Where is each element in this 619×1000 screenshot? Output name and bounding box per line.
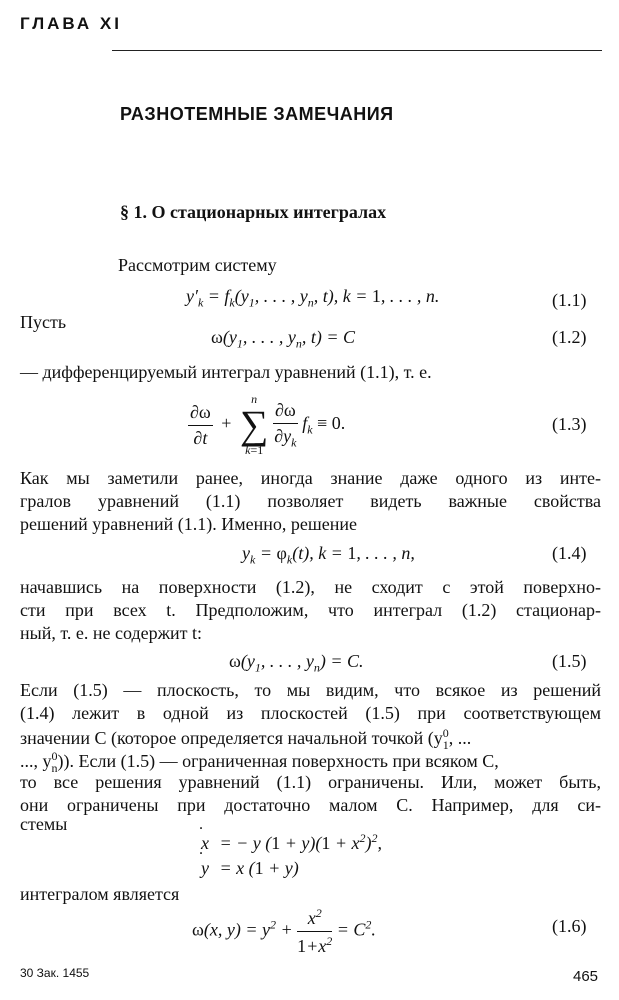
- para2-line3: ный, т. е. не содержит t:: [20, 623, 203, 643]
- let-word: Пусть: [20, 312, 67, 332]
- para2-line2: сти при всех t. Предположим, что интеграл (1.2) стационар-: [20, 600, 601, 620]
- page-number: 465: [573, 968, 599, 985]
- eq-number-1-1: (1.1): [552, 290, 587, 310]
- equation-1-3: $\frac{\partial\omega}{\partial t}$ + n ∑ k=1 $\frac{\partial\omega}{\partial y_k}$ $f_k \equiv 0$.: [190, 392, 346, 457]
- chapter-title: РАЗНОТЕМНЫЕ ЗАМЕЧАНИЯ: [120, 104, 394, 124]
- section-heading: § 1. О стационарных интегралах: [120, 202, 387, 222]
- equation-1-5: $\omega(y_1$, . . . , $y_n) = C$.: [229, 651, 364, 675]
- para3-line2: (1.4) лежит в одной из плоскостей (1.5) при соответствующем: [20, 703, 601, 723]
- differentiable-text: — дифференцируемый интеграл уравнений (1.1), т. е.: [20, 362, 432, 382]
- chapter-heading: ГЛАВА XI: [20, 14, 122, 33]
- para3-line7: стемы: [20, 814, 68, 834]
- para1-line3: решений уравнений (1.1). Именно, решение: [20, 514, 357, 534]
- para3-line5: то все решения уравнений (1.1) ограничены. Или, может быть,: [20, 772, 601, 792]
- system-equation-y: y˙ = x (1 + y): [198, 848, 299, 878]
- equation-1-6: ω(x, $y) = y^2$ + $\frac{x^2}{1+x^2}$ = $C^2$.: [192, 906, 376, 956]
- para1-line2: гралов уравнений (1.1) позволяет видеть важные свойства: [20, 491, 601, 511]
- para2-line1: начавшись на поверхности (1.2), не сходит с этой поверхно-: [20, 577, 601, 597]
- integral-text: интегралом является: [20, 884, 180, 904]
- equation-1-1: $y'_k = f_k(y_1$, . . . , $y_n$, t), k = 1, . . . , n.: [186, 286, 440, 310]
- equation-1-4: $y_k = \varphi_k(t)$, k = 1, . . . , n,: [242, 543, 415, 567]
- eq-number-1-3: (1.3): [552, 414, 587, 434]
- eq-number-1-6: (1.6): [552, 916, 587, 936]
- para3-line4: ..., $y^0_n$)). Если (1.5) — ограниченная поверхность при всяком C,: [20, 749, 499, 775]
- system-equation-x: x˙ = − y $(1 + y)(1 + x^2)^2$,: [198, 823, 383, 853]
- eq-number-1-5: (1.5): [552, 651, 587, 671]
- para1-line1: Как мы заметили ранее, иногда знание даже одного из инте-: [20, 468, 601, 488]
- equation-1-2: $\omega(y_1$, . . . , $y_n$, t) = C: [211, 327, 355, 351]
- footer-note: 30 Зак. 1455: [20, 966, 90, 980]
- header-rule: [112, 50, 602, 51]
- para3-line6: они ограничены при достаточно малом C. Например, для си-: [20, 795, 601, 815]
- para3-line1: Если (1.5) — плоскость, то мы видим, что всякое из решений: [20, 680, 601, 700]
- eq-number-1-4: (1.4): [552, 543, 587, 563]
- intro-text: Рассмотрим систему: [118, 255, 277, 275]
- eq-number-1-2: (1.2): [552, 327, 587, 347]
- para3-line3: значении C (которое определяется начальной точкой ($y^0_1$, ...: [20, 726, 472, 752]
